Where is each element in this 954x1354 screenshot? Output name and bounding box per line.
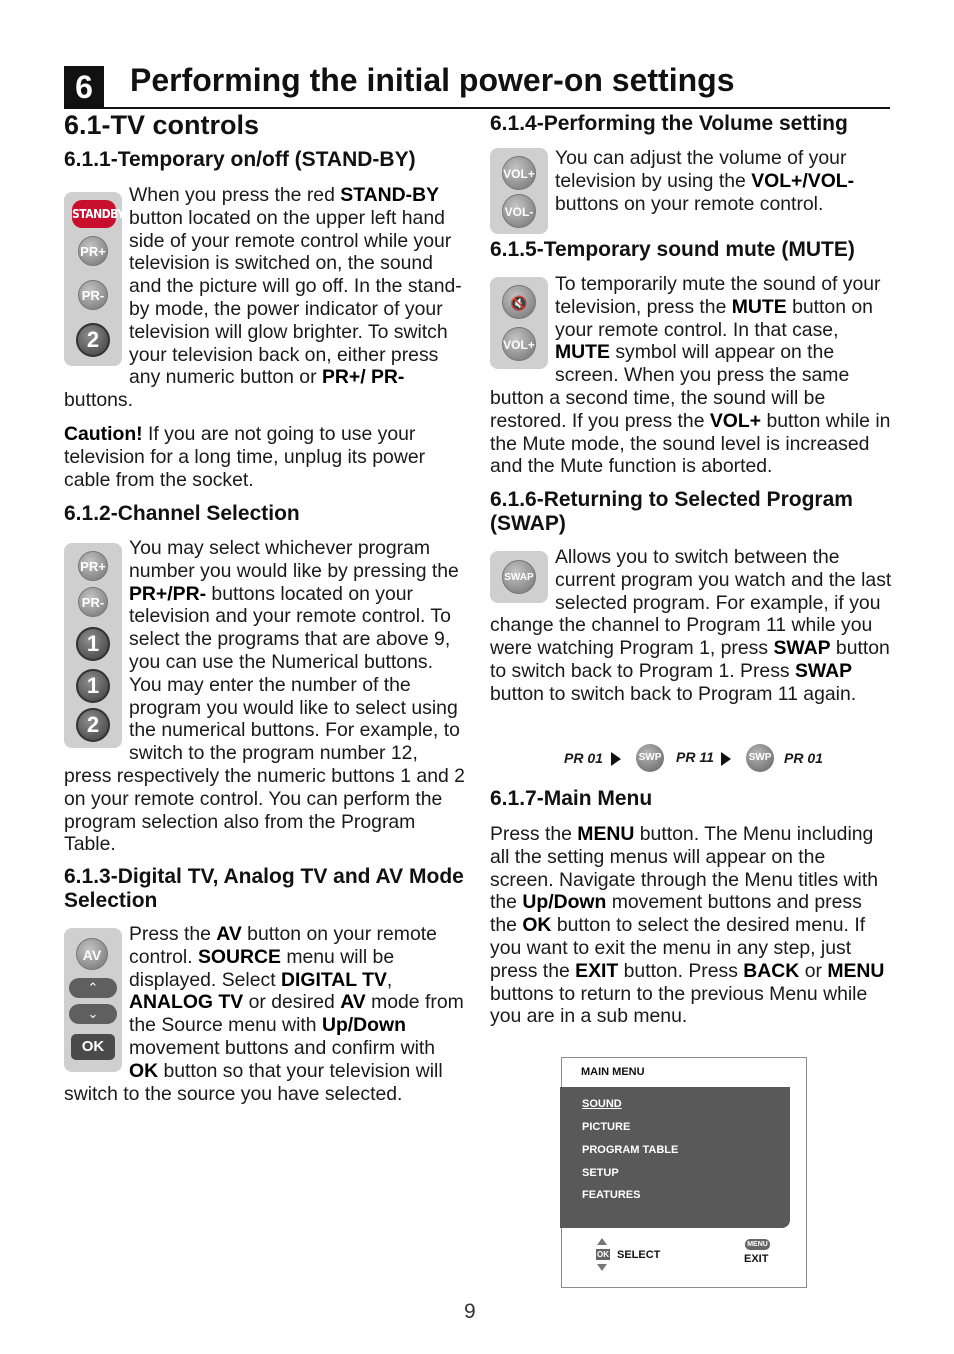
exit-label: EXIT <box>744 1253 769 1265</box>
up-arrow-icon: ⌃ <box>69 978 117 998</box>
mode-heading: 6.1.3-Digital TV, Analog TV and AV Mode Selection <box>64 865 464 912</box>
sequence-pr-01: PR 01 <box>564 750 603 766</box>
vol-plus-button-icon: VOL+ <box>502 327 536 361</box>
mute-heading: 6.1.5-Temporary sound mute (MUTE) <box>490 238 855 261</box>
menu-title: MAIN MENU <box>581 1066 645 1078</box>
av-button-icon: AV <box>76 938 108 970</box>
swap-button-icon: SWAP <box>502 560 536 594</box>
standby-button-icon: STANDBY <box>72 200 116 228</box>
select-label: SELECT <box>617 1249 661 1261</box>
section-title: 6.1-TV controls <box>64 110 260 140</box>
mode-paragraph: Press the AV button on your remote control. SOURCE menu will be displayed. Select DIGITAL TV, ANALOG TV or desired AV mode from the Source menu with Up/Down movement buttons and confirm with OK button so that your television will switch to the source you have selected. <box>64 923 464 1105</box>
chapter-number: 6 <box>64 66 104 108</box>
swap-button-icon: SWP <box>746 744 774 772</box>
float-spacer <box>64 923 129 1079</box>
caution-paragraph: Caution! If you are not going to use your television for a long time, unplug its power cable from the socket. <box>64 423 426 491</box>
channel-paragraph: You may select whichever program number you would like by pressing the PR+/PR- buttons located on your television and your remote control. To select the programs that are above 9, you can use the Numerical buttons. You may enter the number of the program you would like to select using the numerical buttons. For example, to switch to the program number 12, press respectively the numeric buttons 1 and 2 on your remote control. You can perform the program selection also from the Program Table. <box>64 537 465 856</box>
ok-key-icon: OK <box>597 1250 609 1259</box>
float-spacer <box>490 147 555 227</box>
arrow-right-icon <box>611 752 621 766</box>
sequence-pr-01: PR 01 <box>784 750 823 766</box>
float-spacer <box>64 184 129 368</box>
up-triangle-icon <box>597 1238 607 1245</box>
channel-heading: 6.1.2-Channel Selection <box>64 502 300 525</box>
float-spacer <box>64 537 129 761</box>
menu-item-sound[interactable]: SOUND <box>582 1098 622 1110</box>
vol-minus-button-icon: VOL- <box>502 194 536 228</box>
menu-item-setup[interactable]: SETUP <box>582 1167 619 1179</box>
main-menu-heading: 6.1.7-Main Menu <box>490 787 653 810</box>
swap-button-icon: SWP <box>636 744 664 772</box>
arrow-right-icon <box>721 752 731 766</box>
menu-item-program-table[interactable]: PROGRAM TABLE <box>582 1144 679 1156</box>
numeric-1-button-icon: 1 <box>76 627 110 661</box>
pr-minus-button-icon: PR- <box>78 587 108 617</box>
ok-button-icon: OK <box>71 1034 115 1060</box>
float-spacer <box>490 273 555 383</box>
standby-paragraph: When you press the red STAND-BY button located on the upper left hand side of your remote control while your television is switched on, the sound and the picture will go off. In the stand-by mode, the power indicator of your television will glow brighter. To switch your television back on, either press any numeric button or PR+/ PR- buttons. <box>64 184 462 412</box>
vol-plus-button-icon: VOL+ <box>502 156 536 190</box>
numeric-1-button-icon: 1 <box>76 669 110 703</box>
swap-heading: 6.1.6-Returning to Selected Program (SWAP) <box>490 488 853 535</box>
pr-minus-button-icon: PR- <box>78 280 108 310</box>
float-spacer <box>490 546 555 608</box>
chapter-divider <box>64 107 890 109</box>
mute-button-icon: 🔇 <box>502 285 536 319</box>
down-arrow-icon: ⌄ <box>69 1004 117 1024</box>
numeric-2-button-icon: 2 <box>76 323 110 357</box>
swap-paragraph: Allows you to switch between the current program you watch and the last selected program. For example, if you change the channel to Program 11 while you were watching Program 1, press SWAP button to switch back to Program 1. Press SWAP button to switch back to Program 11 again. <box>490 546 892 705</box>
down-triangle-icon <box>597 1264 607 1271</box>
pr-plus-button-icon: PR+ <box>78 236 108 266</box>
numeric-2-button-icon: 2 <box>76 708 110 742</box>
pr-plus-button-icon: PR+ <box>78 551 108 581</box>
main-menu-paragraph: Press the MENU button. The Menu including all the setting menus will appear on the screen. Navigate through the Menu titles with the Up/Down movement buttons and press the OK button to select the desired menu. If you want to exit the menu in any step, just press the EXIT button. Press BACK or MENU buttons to return to the previous Menu while you are in a sub menu. <box>490 823 885 1028</box>
standby-heading: 6.1.1-Temporary on/off (STAND-BY) <box>64 148 416 171</box>
menu-item-picture[interactable]: PICTURE <box>582 1121 631 1133</box>
volume-heading: 6.1.4-Performing the Volume setting <box>490 112 848 135</box>
menu-key-icon: MENU <box>745 1239 770 1250</box>
sequence-pr-11: PR 11 <box>676 749 714 765</box>
menu-item-features[interactable]: FEATURES <box>582 1189 641 1201</box>
mute-paragraph: To temporarily mute the sound of your television, press the MUTE button on your remote control. In that case, MUTE symbol will appear on the screen. When you press the same button a second time, the sound will be restored. If you press the VOL+ button while in the Mute mode, the sound level is increased and the Mute function is aborted. <box>490 273 891 478</box>
volume-paragraph: You can adjust the volume of your television by using the VOL+/VOL- buttons on your remote control. <box>490 147 890 227</box>
chapter-title: Performing the initial power-on settings <box>130 62 735 98</box>
page-number: 9 <box>464 1300 476 1323</box>
